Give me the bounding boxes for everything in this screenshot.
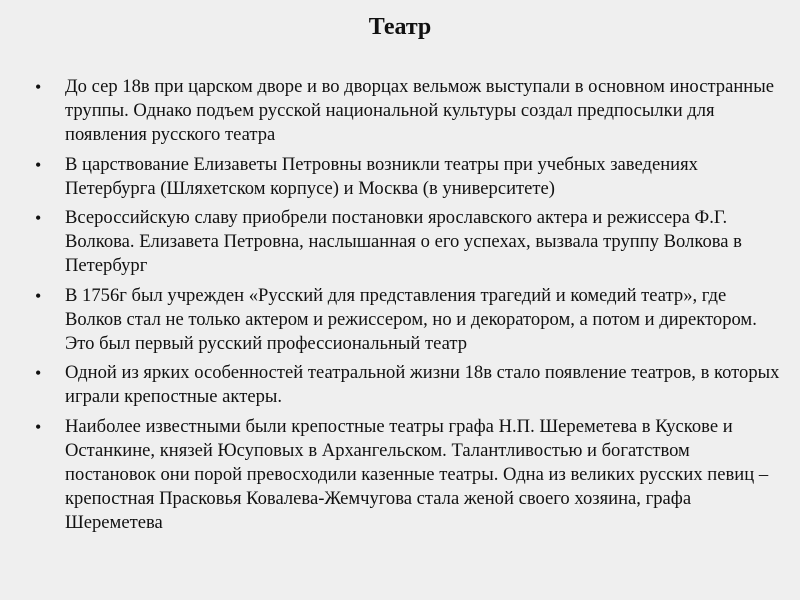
list-item xyxy=(35,415,785,536)
bullet-text: До сер 18в при царском дворе и во дворцах вельмож выступали в основном иностранные труппы. Однако подъем русской национальной культуры создал предпосылки для появления русского театра xyxy=(65,76,774,146)
bullet-icon: • xyxy=(35,363,42,384)
list-item xyxy=(35,153,785,201)
bullet-icon: • xyxy=(35,285,42,306)
bullet-text: Наиболее известными были крепостные театры графа Н.П. Шереметева в Кускове и Останкине, князей Юсуповых в Архангельском. Талантливостью и богатством постановок они порой превосходили казенные театры. Одна из великих русских певиц – крепостная Прасковья Ковалева-Жемчугова стала женой своего хозяина, графа Шереметева xyxy=(65,415,769,534)
bullet-text: В 1756г был учрежден «Русский для представления трагедий и комедий театр», где Волков стал не только актером и режиссером, но и декоратором, а потом и директором. Это был первый русский профессиональный театр xyxy=(65,284,757,355)
bullet-list xyxy=(35,75,785,541)
bullet-text: В царствование Елизаветы Петровны возникли театры при учебных заведениях Петербурга (Шляхетском корпусе) и Москва (в университете) xyxy=(65,153,698,199)
bullet-icon: • xyxy=(35,77,42,97)
bullet-icon: • xyxy=(35,208,42,229)
bullet-icon: • xyxy=(35,416,42,437)
slide-title: Театр xyxy=(368,14,432,40)
bullet-text: Одной из ярких особенностей театральной жизни 18в стало появление театров, в которых играли крепостные актеры. xyxy=(65,362,780,408)
list-item xyxy=(35,284,785,357)
bullet-text: Всероссийскую славу приобрели постановки ярославского актера и режиссера Ф.Г. Волкова. Елизавета Петровна, наслышанная о его успехах, вызвала труппу Волкова в Петербург xyxy=(65,207,742,277)
list-item xyxy=(35,361,785,409)
bullet-icon: • xyxy=(35,154,42,175)
list-item xyxy=(35,75,785,148)
list-item xyxy=(35,206,785,279)
